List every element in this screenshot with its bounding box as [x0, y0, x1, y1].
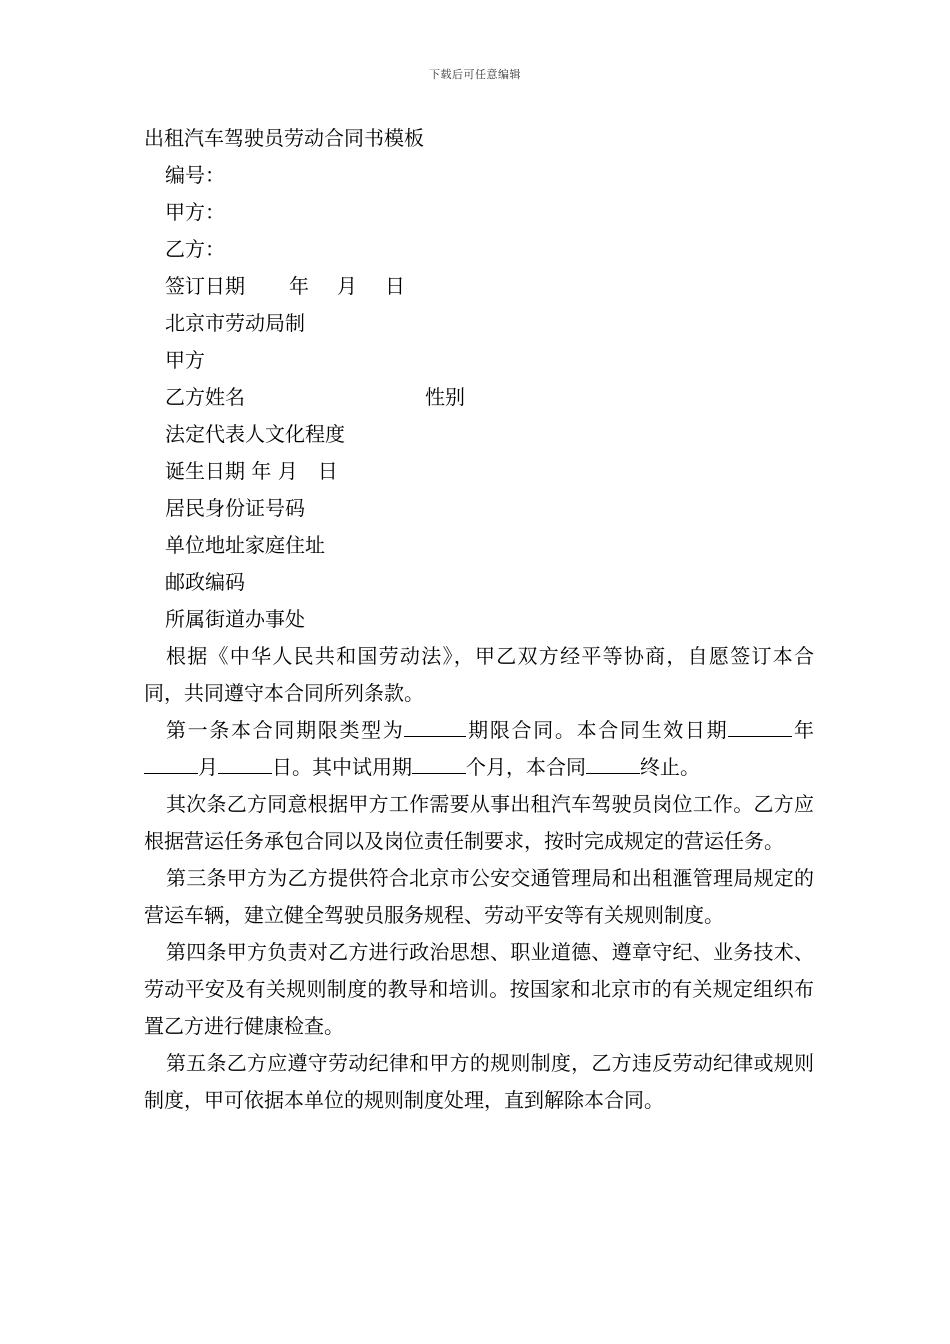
field-party-a-short — [144, 342, 814, 379]
sign-date-day: 日 — [385, 274, 405, 298]
field-legal-rep — [144, 416, 814, 453]
gender-label: 性别 — [425, 385, 465, 409]
blank-line — [404, 720, 466, 737]
paragraph-article-3: 第三条甲方为乙方提供符合北京市公安交通管理局和出租滙管理局规定的营运车辆，建立健全驾驶员服务规程、劳动平安等有关规则制度。 — [144, 866, 814, 927]
field-party-b-name — [144, 379, 814, 416]
article1-part-g: 终止。 — [640, 755, 700, 779]
field-number-label: 编号： — [165, 163, 225, 187]
paragraph-article-1 — [144, 712, 814, 786]
address-label: 单位地址家庭住址 — [165, 533, 325, 557]
contract-document — [144, 120, 814, 1119]
field-id-number — [144, 490, 814, 527]
article1-part-e: 日。其中试用期 — [272, 755, 412, 779]
sign-date-year: 年 — [289, 274, 309, 298]
blank-line — [586, 757, 640, 774]
header-note: 下载后可任意编辑 — [429, 68, 521, 81]
article1-part-f: 个月，本合同 — [466, 755, 586, 779]
field-sign-date — [144, 268, 814, 305]
postal-code-label: 邮政编码 — [165, 570, 245, 594]
paragraph-article-5: 第五条乙方应遵守劳动纪律和甲方的规则制度，乙方违反劳动纪律或规则制度，甲可依据本单位的规则制度处理，直到解除本合同。 — [144, 1051, 814, 1112]
sign-date-month: 月 — [337, 274, 357, 298]
field-party-b — [144, 231, 814, 268]
field-street-office — [144, 601, 814, 638]
article1-month: 月 — [198, 755, 218, 779]
party-a-short-label: 甲方 — [165, 348, 205, 372]
article1-year: 年 — [792, 718, 815, 742]
paragraph-article-2: 其次条乙方同意根据甲方工作需要从事出租汽车驾驶员岗位工作。乙方应根据营运任务承包合同以及岗位责任制要求，按时完成规定的营运任务。 — [144, 792, 814, 853]
field-number — [144, 157, 814, 194]
field-issuer — [144, 305, 814, 342]
street-office-label: 所属街道办事处 — [165, 607, 305, 631]
field-party-a — [144, 194, 814, 231]
sign-date-label: 签订日期 — [165, 274, 245, 298]
field-party-a-label: 甲方： — [165, 200, 225, 224]
field-postal-code — [144, 564, 814, 601]
birth-day-label: 日 — [317, 459, 338, 483]
article1-part-b: 期限合同。本合同生效日期 — [466, 718, 729, 742]
id-number-label: 居民身份证号码 — [165, 496, 305, 520]
paragraph-intro: 根据《中华人民共和国劳动法》，甲乙双方经平等协商，自愿签订本合同，共同遵守本合同所列条款。 — [144, 644, 814, 705]
legal-rep-label: 法定代表人文化程度 — [165, 422, 345, 446]
blank-line — [144, 757, 198, 774]
party-b-name-label: 乙方姓名 — [165, 385, 245, 409]
issuer-label: 北京市劳动局制 — [165, 311, 305, 335]
blank-line — [412, 757, 466, 774]
field-birth-date — [144, 453, 814, 490]
field-address — [144, 527, 814, 564]
article1-part-a: 第一条本合同期限类型为 — [166, 718, 405, 742]
field-party-b-label: 乙方： — [165, 237, 225, 261]
birth-date-label: 诞生日期 年 月 — [165, 459, 298, 483]
paragraph-article-4: 第四条甲方负责对乙方进行政治思想、职业道德、遵章守纪、业务技术、劳动平安及有关规则制度的教导和培训。按国家和北京市的有关规定组织布置乙方进行健康检查。 — [144, 940, 814, 1038]
blank-line — [728, 720, 784, 737]
document-title: 出租汽车驾驶员劳动合同书模板 — [144, 126, 424, 150]
blank-line — [218, 757, 272, 774]
